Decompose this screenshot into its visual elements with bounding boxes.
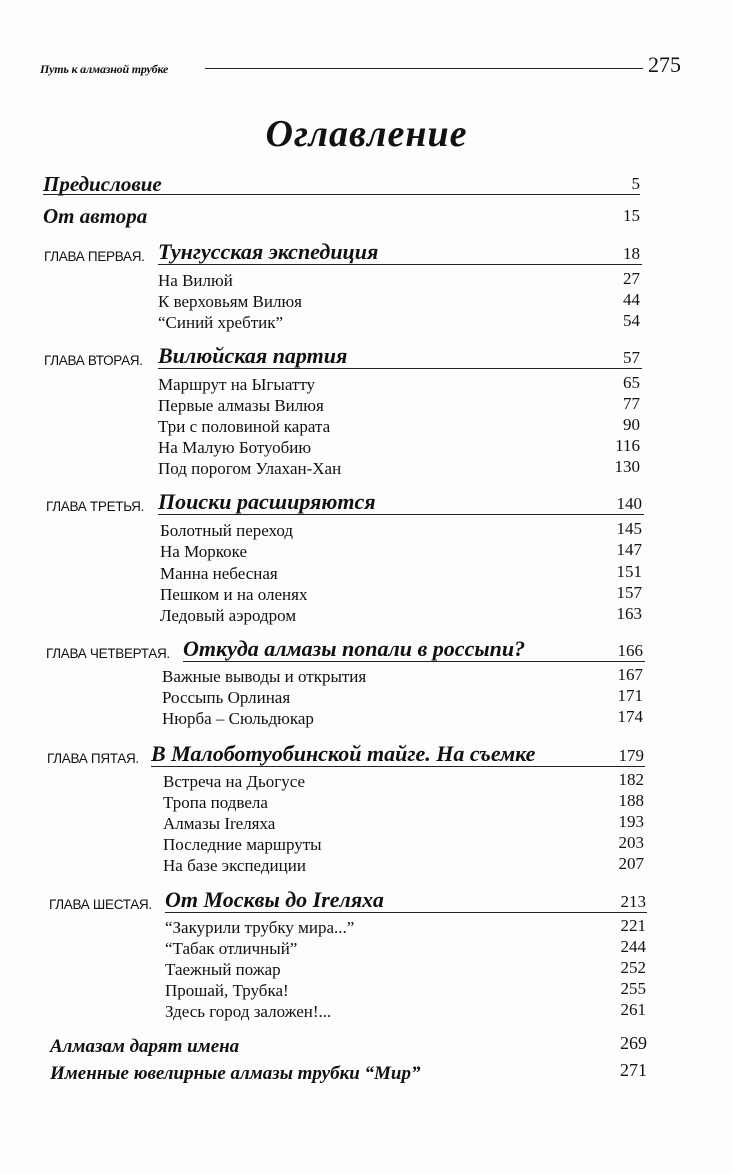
section-title[interactable]: Под порогом Улахан-Хан bbox=[158, 459, 342, 478]
section-title[interactable]: На базе экспедиции bbox=[163, 856, 306, 875]
chapter-page: 140 bbox=[616, 494, 642, 513]
chapter-title[interactable]: Тунгусская экспедиция bbox=[158, 239, 379, 264]
section-title[interactable]: Маршрут на Ыгыатту bbox=[158, 375, 316, 394]
section-title[interactable]: Тропа подвела bbox=[163, 793, 268, 812]
section-page: 182 bbox=[618, 770, 644, 789]
section-title[interactable]: Встреча на Дьогусе bbox=[163, 772, 306, 791]
chapter-title[interactable]: Поиски расширяются bbox=[158, 489, 376, 514]
chapter-title[interactable]: Откуда алмазы попали в россыпи? bbox=[183, 636, 526, 661]
header-rule bbox=[205, 68, 643, 69]
chapter-page: 179 bbox=[618, 746, 644, 765]
chapter-rule bbox=[158, 368, 642, 369]
running-title: Путь к алмазной трубке bbox=[40, 62, 169, 76]
section-title[interactable]: Пешком и на оленях bbox=[160, 585, 308, 604]
section-page: 188 bbox=[618, 791, 644, 810]
chapter-rule bbox=[183, 661, 645, 662]
chapter-label: ГЛАВА ТРЕТЬЯ. bbox=[46, 499, 145, 514]
section-page: 44 bbox=[623, 290, 640, 309]
section-page: 163 bbox=[616, 604, 642, 623]
section-page: 65 bbox=[623, 373, 640, 392]
section-page: 167 bbox=[617, 665, 643, 684]
preface-rule bbox=[43, 194, 640, 195]
chapter-title[interactable]: От Москвы до Ireляха bbox=[165, 887, 384, 912]
section-page: 203 bbox=[618, 833, 644, 852]
section-title[interactable]: На Малую Ботуобию bbox=[158, 438, 312, 457]
toc-page-author: 15 bbox=[623, 206, 640, 225]
toc-entry-author[interactable]: От автора bbox=[43, 204, 148, 228]
section-page: 244 bbox=[620, 937, 646, 956]
section-title[interactable]: Первые алмазы Вилюя bbox=[158, 396, 324, 415]
section-title[interactable]: “Синий хребтик” bbox=[158, 313, 284, 332]
section-page: 130 bbox=[614, 457, 640, 476]
chapter-label: ГЛАВА ВТОРАЯ. bbox=[44, 353, 143, 368]
section-title[interactable]: Три с половиной карата bbox=[158, 417, 331, 436]
section-page: 116 bbox=[615, 436, 640, 455]
section-page: 207 bbox=[618, 854, 644, 873]
section-title[interactable]: Россыпь Орлиная bbox=[162, 688, 291, 707]
toc-entry-appendix[interactable]: Именные ювелирные алмазы трубки “Мир” bbox=[50, 1063, 421, 1084]
section-page: 174 bbox=[617, 707, 643, 726]
section-page: 90 bbox=[623, 415, 640, 434]
section-page: 27 bbox=[623, 269, 640, 288]
section-page: 261 bbox=[620, 1000, 646, 1019]
section-title[interactable]: На Моркоке bbox=[160, 542, 248, 561]
toc-page-appendix: 271 bbox=[620, 1060, 647, 1080]
section-title[interactable]: Болотный переход bbox=[160, 521, 294, 540]
chapter-label: ГЛАВА ЧЕТВЕРТАЯ. bbox=[46, 646, 170, 661]
section-title[interactable]: Таежный пожар bbox=[165, 960, 281, 979]
chapter-page: 166 bbox=[617, 641, 643, 660]
section-title[interactable]: Алмазы Ireляха bbox=[163, 814, 276, 833]
section-page: 193 bbox=[618, 812, 644, 831]
section-page: 147 bbox=[616, 540, 642, 559]
toc-entry-preface[interactable]: Предисловие bbox=[43, 172, 162, 196]
chapter-rule bbox=[151, 766, 645, 767]
chapter-rule bbox=[165, 912, 647, 913]
toc-page-preface: 5 bbox=[631, 174, 640, 193]
section-page: 151 bbox=[616, 562, 642, 581]
chapter-title[interactable]: В Малоботуобинской тайге. На съемке bbox=[151, 741, 536, 766]
section-title[interactable]: Важные выводы и открытия bbox=[162, 667, 367, 686]
section-title[interactable]: Манна небесная bbox=[160, 564, 278, 583]
section-title[interactable]: На Вилюй bbox=[158, 271, 233, 290]
section-title[interactable]: “Табак отличный” bbox=[165, 939, 298, 958]
toc-entry-appendix[interactable]: Алмазам дарят имена bbox=[50, 1036, 240, 1057]
section-title[interactable]: “Закурили трубку мира...” bbox=[165, 918, 355, 937]
chapter-rule bbox=[158, 514, 644, 515]
section-page: 145 bbox=[616, 519, 642, 538]
chapter-label: ГЛАВА ПЯТАЯ. bbox=[47, 751, 139, 766]
section-page: 252 bbox=[620, 958, 646, 977]
chapter-page: 57 bbox=[623, 348, 640, 367]
toc-page-appendix: 269 bbox=[620, 1033, 647, 1053]
page-number: 275 bbox=[648, 52, 681, 77]
toc-title: Оглавление bbox=[265, 113, 468, 155]
section-page: 54 bbox=[623, 311, 640, 330]
section-title[interactable]: Последние маршруты bbox=[163, 835, 322, 854]
chapter-page: 213 bbox=[620, 892, 646, 911]
section-title[interactable]: Прошай, Трубка! bbox=[165, 981, 289, 1000]
chapter-page: 18 bbox=[623, 244, 640, 263]
section-title[interactable]: Ледовый аэродром bbox=[160, 606, 297, 625]
section-title[interactable]: Здесь город заложен!... bbox=[165, 1002, 332, 1021]
section-page: 255 bbox=[620, 979, 646, 998]
section-title[interactable]: Нюрба – Сюльдюкар bbox=[162, 709, 314, 728]
section-page: 77 bbox=[623, 394, 640, 413]
section-page: 157 bbox=[616, 583, 642, 602]
section-page: 221 bbox=[620, 916, 646, 935]
chapter-title[interactable]: Вилюйская партия bbox=[158, 343, 348, 368]
section-title[interactable]: К верховьям Вилюя bbox=[158, 292, 302, 311]
chapter-label: ГЛАВА ПЕРВАЯ. bbox=[44, 249, 145, 264]
chapter-rule bbox=[158, 264, 642, 265]
chapter-label: ГЛАВА ШЕСТАЯ. bbox=[49, 897, 152, 912]
section-page: 171 bbox=[617, 686, 643, 705]
